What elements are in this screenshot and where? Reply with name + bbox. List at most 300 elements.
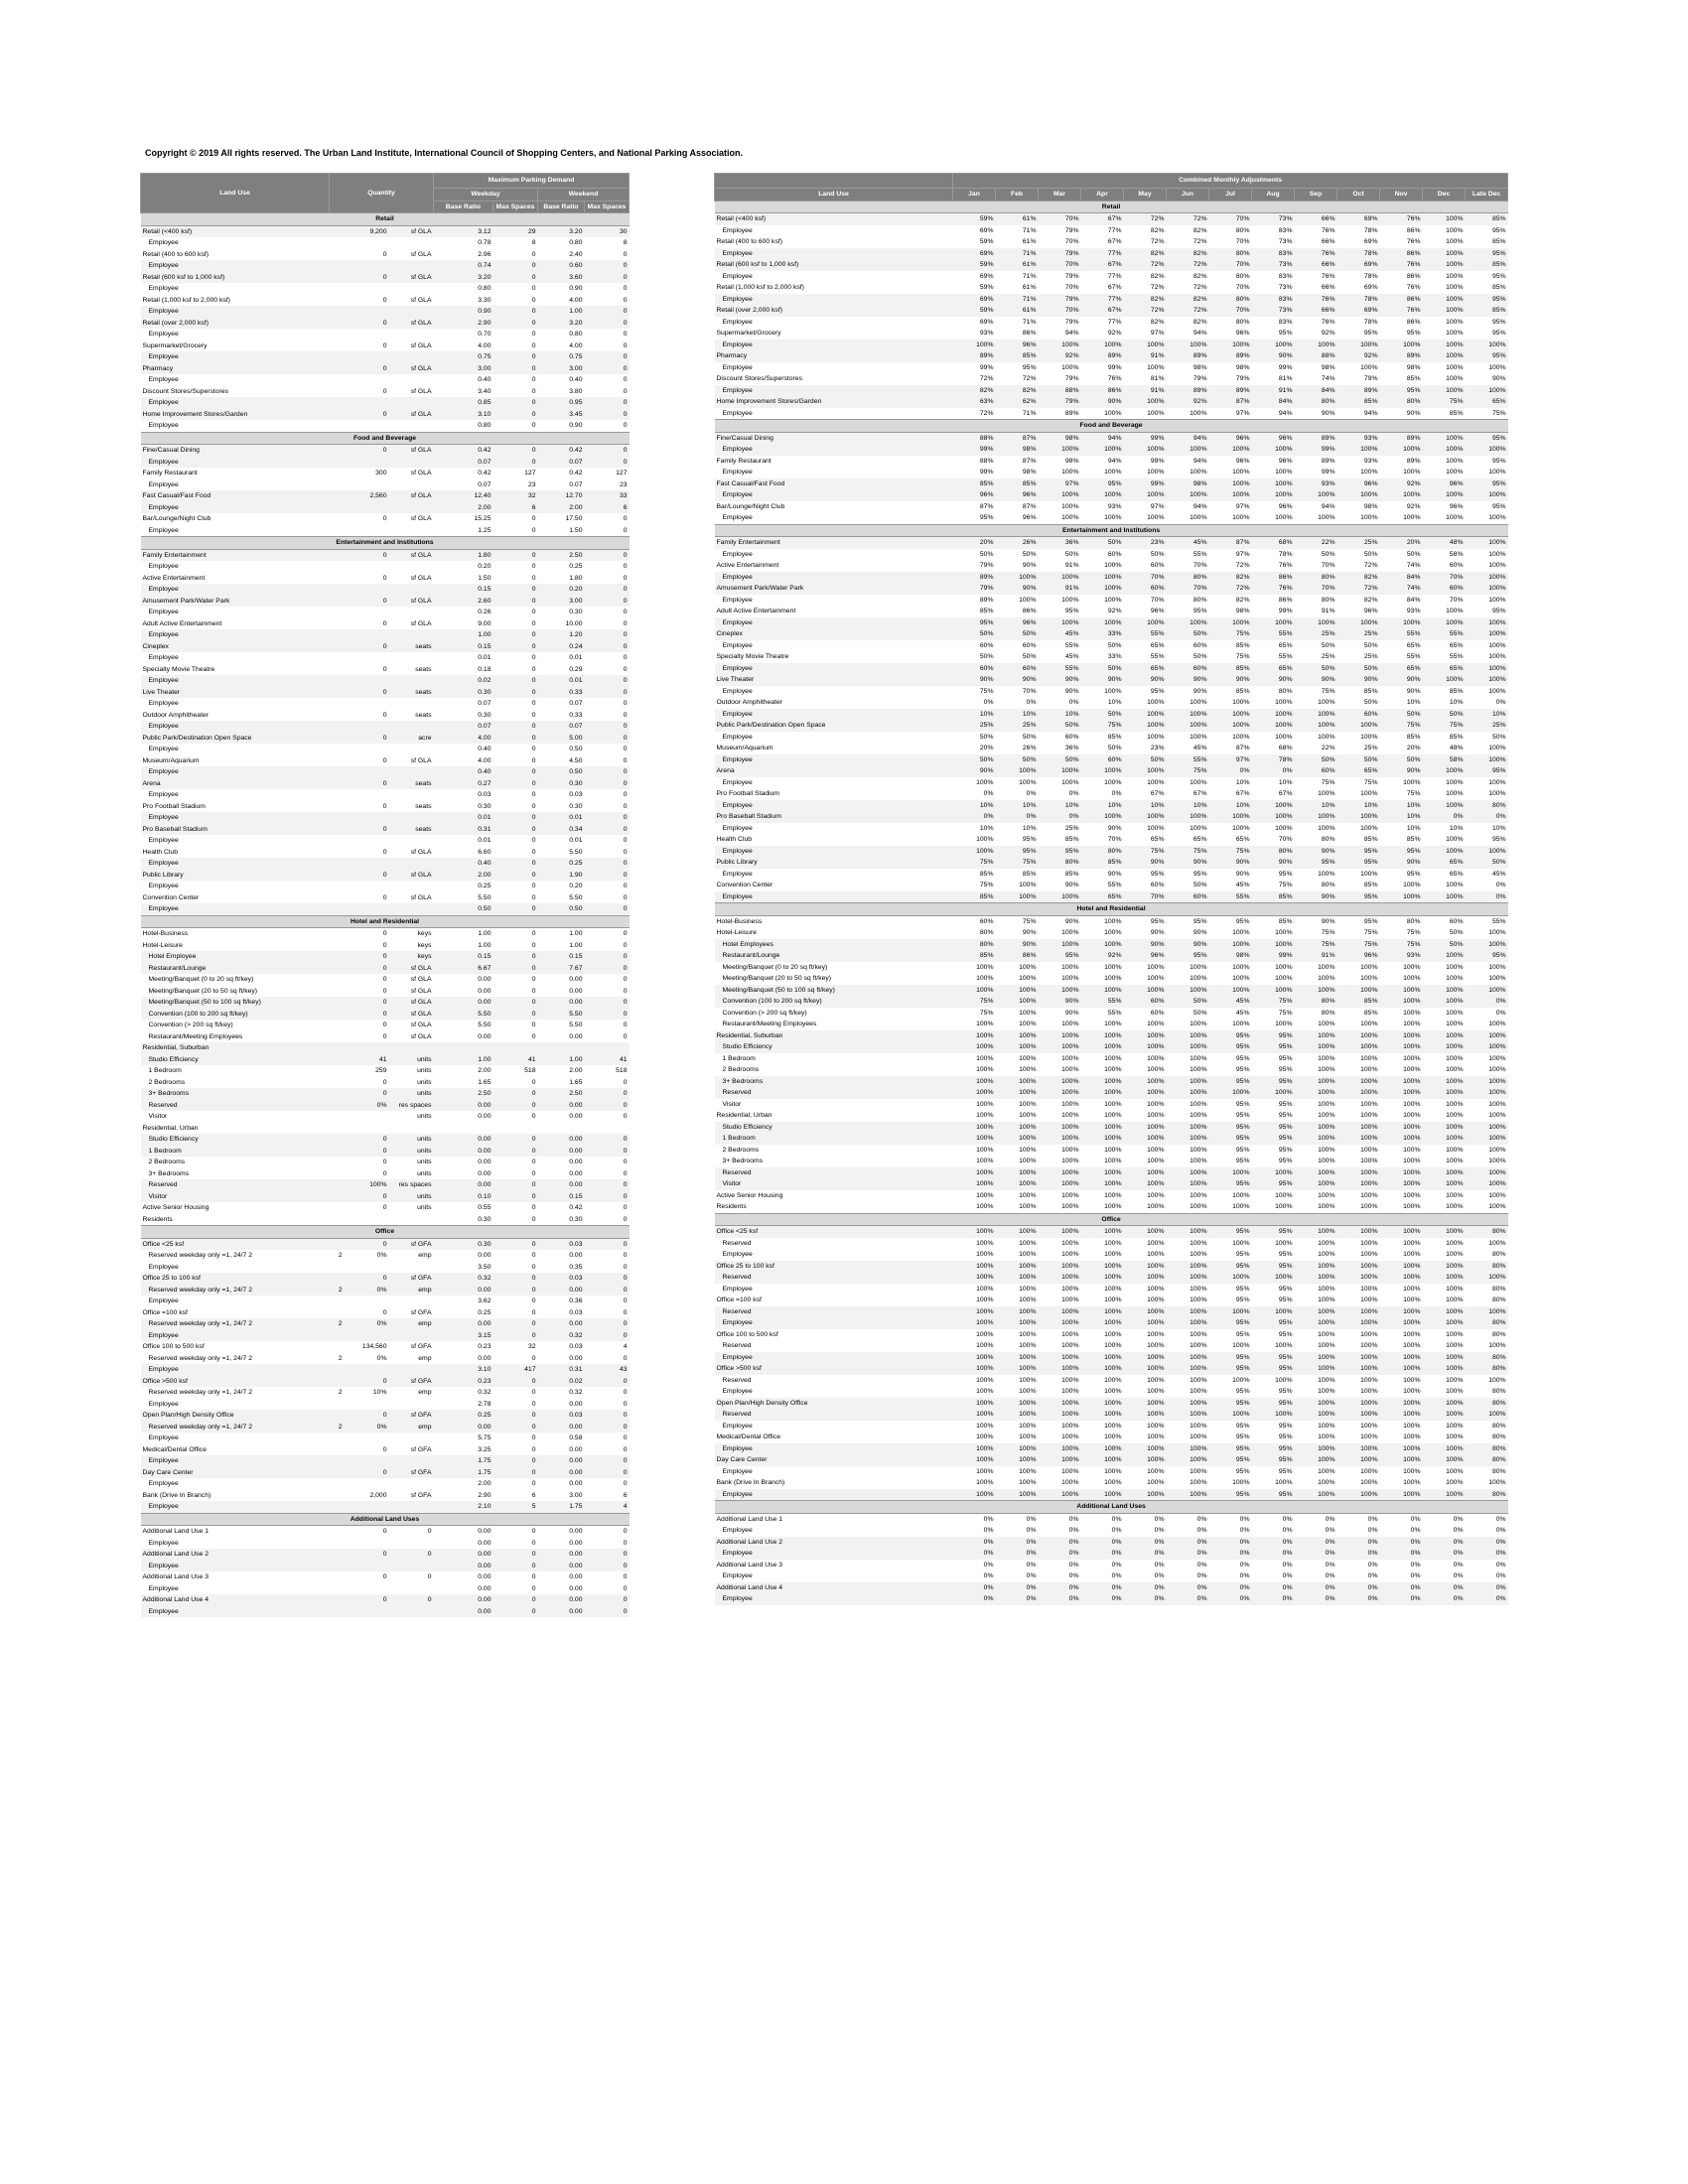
quantity-value: 0 — [345, 951, 389, 963]
weekday-max-spaces: 0 — [493, 1179, 538, 1191]
monthly-adjustment-value: 100% — [1337, 1272, 1380, 1284]
monthly-adjustment-value: 95% — [1235, 1066, 1250, 1073]
monthly-adjustment-value: 100% — [1466, 537, 1508, 549]
monthly-adjustment-value: 90% — [1380, 674, 1423, 686]
monthly-adjustment-value: 100% — [1423, 489, 1466, 501]
monthly-adjustment-value: 89% — [979, 596, 994, 604]
weekday-max-spaces: 0 — [531, 1215, 536, 1223]
weekday-max-spaces: 0 — [531, 515, 536, 522]
quantity-unit: seats — [415, 665, 432, 673]
monthly-adjustment-value: 50% — [979, 653, 994, 660]
weekend-base-ratio: 0.50 — [538, 766, 585, 778]
monthly-adjustment-value: 70% — [1321, 562, 1336, 569]
weekday-base-ratio: 0.25 — [434, 1410, 493, 1422]
table-row — [141, 561, 674, 573]
monthly-adjustment-value: 74% — [1380, 583, 1423, 595]
monthly-adjustment-value: 95% — [1252, 1454, 1295, 1466]
monthly-adjustment-value: 0% — [1337, 1593, 1380, 1605]
weekend-base-ratio: 0.33 — [569, 711, 583, 719]
monthly-adjustment-value: 89% — [1295, 432, 1337, 444]
monthly-adjustment-value: 100% — [1275, 1239, 1293, 1247]
quantity-value: 300 — [375, 470, 387, 477]
monthly-adjustment-value: 100% — [1488, 1239, 1506, 1247]
weekend-max-spaces: 0 — [623, 422, 628, 429]
land-use-name: Employee — [148, 422, 179, 429]
table-row — [141, 698, 674, 710]
monthly-adjustment-value: 0% — [1111, 1527, 1122, 1534]
monthly-adjustment-value: 100% — [996, 1030, 1039, 1042]
quantity-value — [345, 502, 389, 514]
weekend-base-ratio: 3.00 — [538, 596, 585, 608]
table-row — [141, 1214, 674, 1226]
monthly-adjustment-value: 25% — [1466, 720, 1508, 732]
weekday-base-ratio: 4.00 — [478, 756, 492, 764]
monthly-adjustment-value: 100% — [1061, 1285, 1079, 1293]
monthly-adjustment-value: 89% — [1167, 350, 1209, 362]
weekend-base-ratio: 0.00 — [538, 1146, 585, 1158]
monthly-adjustment-value: 100% — [1081, 583, 1124, 595]
monthly-adjustment-value: 100% — [1360, 790, 1378, 797]
monthly-adjustment-value: 80% — [953, 939, 996, 951]
monthly-adjustment-value: 100% — [1190, 1239, 1207, 1247]
table-row — [141, 318, 674, 330]
monthly-adjustment-value: 95% — [1491, 502, 1506, 510]
monthly-adjustment-value: 100% — [1039, 1133, 1081, 1145]
monthly-adjustment-value: 65% — [1150, 641, 1165, 649]
monthly-adjustment-value: 79% — [979, 562, 994, 569]
monthly-adjustment-value: 71% — [996, 248, 1039, 260]
weekend-base-ratio: 0.75 — [538, 351, 585, 363]
monthly-adjustment-value: 100% — [1124, 1306, 1167, 1318]
weekday-max-spaces: 0 — [493, 1376, 538, 1388]
monthly-adjustment-value: 100% — [1380, 617, 1423, 629]
monthly-adjustment-value: 100% — [1403, 1112, 1421, 1119]
weekday-base-ratio: 1.75 — [434, 1467, 493, 1479]
land-use-name: 2 Bedrooms — [148, 1078, 186, 1086]
weekend-base-ratio: 0.00 — [538, 1606, 585, 1618]
monthly-adjustment-value: 80% — [1491, 1388, 1506, 1395]
monthly-adjustment-value: 100% — [1446, 284, 1464, 291]
weekend-base-ratio: 0.00 — [569, 976, 583, 983]
monthly-adjustment-value: 100% — [1081, 1087, 1124, 1099]
monthly-adjustment-value: 100% — [1252, 1167, 1295, 1179]
monthly-adjustment-value: 100% — [1380, 1122, 1423, 1134]
quantity-unit — [389, 1433, 434, 1444]
monthly-adjustment-value: 90% — [1252, 350, 1295, 362]
weekday-max-spaces: 0 — [531, 1297, 536, 1304]
monthly-adjustment-value: 100% — [996, 1306, 1039, 1318]
land-use-name: Active Senior Housing — [716, 1191, 783, 1199]
weekday-max-spaces: 0 — [493, 549, 538, 561]
monthly-adjustment-value: 92% — [1406, 502, 1421, 510]
table-row — [715, 915, 1508, 927]
monthly-adjustment-value: 92% — [1107, 608, 1122, 614]
monthly-adjustment-value: 77% — [1107, 318, 1122, 326]
monthly-adjustment-value: 82% — [1150, 318, 1165, 326]
monthly-adjustment-value: 100% — [1124, 1489, 1167, 1501]
monthly-adjustment-value: 100% — [1337, 1076, 1380, 1088]
monthly-adjustment-value: 100% — [1275, 733, 1293, 741]
weekday-base-ratio: 1.00 — [478, 941, 492, 949]
monthly-adjustment-value: 0% — [1026, 1561, 1037, 1569]
quantity-value: 0 — [345, 1146, 389, 1158]
monthly-adjustment-value: 91% — [1039, 583, 1081, 595]
monthly-adjustment-value: 100% — [1061, 975, 1079, 982]
monthly-adjustment-value: 100% — [1337, 720, 1380, 732]
quantity-value: 0 — [345, 687, 389, 699]
monthly-adjustment-value: 25% — [1321, 653, 1336, 660]
quantity-unit — [389, 766, 434, 778]
monthly-adjustment-value: 85% — [953, 891, 996, 903]
quantity-unit — [389, 1262, 434, 1274]
monthly-adjustment-value: 100% — [1380, 1076, 1423, 1088]
monthly-adjustment-value: 90% — [1022, 562, 1037, 569]
monthly-adjustment-value: 100% — [1167, 1489, 1209, 1501]
monthly-adjustment-value: 100% — [1403, 1251, 1421, 1258]
monthly-adjustment-value: 100% — [1318, 1021, 1336, 1027]
quantity-unit: sf GFA — [389, 1273, 434, 1285]
quantity-value: 0 — [382, 1169, 387, 1177]
quantity-value — [345, 1296, 389, 1307]
weekday-base-ratio: 4.00 — [478, 341, 492, 349]
monthly-adjustment-value: 100% — [996, 1076, 1039, 1088]
monthly-adjustment-value: 85% — [1466, 213, 1508, 225]
quantity-unit: acre — [389, 733, 434, 745]
weekday-base-ratio: 0.15 — [434, 641, 493, 653]
quantity-value: 0% — [345, 1100, 389, 1112]
quantity-value: 0 — [345, 1134, 389, 1146]
weekend-base-ratio: 3.00 — [538, 363, 585, 375]
reserved-mode — [330, 1100, 345, 1112]
section-header-row — [141, 213, 674, 226]
monthly-adjustment-value: 100% — [1466, 617, 1508, 629]
table-row — [141, 858, 674, 870]
weekday-base-ratio: 0.15 — [434, 584, 493, 596]
weekend-max-spaces: 0 — [623, 1204, 628, 1211]
monthly-adjustment-value: 100% — [1104, 1100, 1122, 1108]
monthly-adjustment-value: 100% — [1190, 1066, 1207, 1073]
land-use-name: Employee — [141, 351, 330, 363]
monthly-adjustment-value: 100% — [1423, 1226, 1466, 1238]
weekday-base-ratio: 0.40 — [478, 746, 492, 752]
monthly-adjustment-value: 100% — [1147, 1021, 1165, 1027]
monthly-adjustment-value: 65% — [1337, 765, 1380, 777]
quantity-value: 0 — [345, 1376, 389, 1388]
monthly-adjustment-value: 100% — [996, 1454, 1039, 1466]
monthly-adjustment-value: 100% — [1039, 1306, 1081, 1318]
monthly-adjustment-value: 0% — [1495, 699, 1506, 706]
reserved-mode — [330, 1455, 345, 1467]
land-use-name: Employee — [722, 824, 753, 832]
monthly-adjustment-value: 100% — [1488, 1479, 1506, 1486]
table-row — [141, 1238, 674, 1250]
header-weekday-base-ratio: Base Ratio — [434, 201, 493, 213]
monthly-adjustment-value: 0% — [1068, 1572, 1079, 1579]
monthly-adjustment-value: 100% — [1147, 699, 1165, 706]
monthly-adjustment-value: 0% — [1466, 1593, 1508, 1605]
monthly-adjustment-value: 100% — [1019, 1388, 1037, 1395]
land-use-name: Employee — [141, 457, 330, 469]
monthly-adjustment-value: 100% — [976, 1297, 994, 1303]
table-row — [141, 1318, 674, 1330]
land-use-name: Convention Center — [716, 882, 774, 888]
table-row — [141, 652, 674, 664]
monthly-adjustment-value: 95% — [1209, 1122, 1252, 1134]
monthly-adjustment-value: 66% — [1321, 284, 1336, 291]
monthly-adjustment-value: 95% — [1209, 1133, 1252, 1145]
quantity-value: 0 — [345, 1410, 389, 1422]
quantity-value: 0 — [382, 756, 387, 764]
quantity-unit — [389, 479, 434, 491]
header-month: Jan — [953, 189, 996, 202]
monthly-adjustment-value: 100% — [1124, 985, 1167, 997]
monthly-adjustment-value: 100% — [1019, 596, 1037, 604]
monthly-adjustment-value: 100% — [1190, 1191, 1207, 1199]
monthly-adjustment-value: 98% — [1406, 363, 1421, 371]
weekday-base-ratio: 0.00 — [478, 976, 492, 983]
table-row — [715, 709, 1508, 721]
table-row — [715, 1030, 1508, 1042]
monthly-adjustment-value: 95% — [1252, 1443, 1295, 1455]
quantity-value: 0 — [382, 802, 387, 810]
quantity-unit: sf GLA — [410, 756, 432, 764]
monthly-adjustment-value: 95% — [1491, 836, 1506, 843]
quantity-value — [345, 1042, 389, 1054]
monthly-adjustment-value: 95% — [1150, 687, 1165, 695]
quantity-value — [345, 525, 389, 537]
quantity-value: 0 — [345, 997, 389, 1009]
monthly-adjustment-value: 100% — [1124, 1409, 1167, 1421]
monthly-adjustment-value: 100% — [1403, 1100, 1421, 1108]
monthly-adjustment-value: 100% — [1446, 1191, 1464, 1199]
monthly-adjustment-value: 100% — [1039, 939, 1081, 951]
monthly-adjustment-value: 100% — [1190, 1297, 1207, 1303]
monthly-adjustment-value: 100% — [996, 1261, 1039, 1273]
monthly-adjustment-value: 95% — [1064, 608, 1079, 614]
weekday-max-spaces: 0 — [493, 1422, 538, 1433]
monthly-adjustment-value: 10% — [1337, 800, 1380, 812]
monthly-adjustment-value: 83% — [1278, 272, 1293, 280]
weekday-base-ratio: 0.00 — [434, 1179, 493, 1191]
monthly-adjustment-value: 50% — [1022, 653, 1037, 660]
monthly-adjustment-value: 67% — [1081, 213, 1124, 225]
monthly-adjustment-value: 100% — [1403, 1422, 1421, 1430]
land-use-name: Additional Land Use 1 — [716, 1515, 783, 1523]
monthly-adjustment-value: 98% — [1235, 608, 1250, 614]
monthly-adjustment-value: 95% — [1081, 478, 1124, 490]
land-use-name: Employee — [148, 1400, 179, 1408]
monthly-adjustment-value: 60% — [1107, 550, 1122, 558]
monthly-adjustment-value: 100% — [1019, 963, 1037, 971]
quantity-unit: sf GLA — [389, 870, 434, 882]
monthly-adjustment-value: 96% — [996, 489, 1039, 501]
monthly-adjustment-value: 100% — [1232, 1191, 1250, 1199]
monthly-adjustment-value: 100% — [1124, 709, 1167, 721]
monthly-adjustment-value: 100% — [1466, 340, 1508, 351]
quantity-value: 0 — [382, 1159, 387, 1165]
land-use-name: Additional Land Use 1 — [142, 1528, 210, 1535]
table-row — [715, 606, 1508, 617]
land-use-name: Hotel-Business — [716, 917, 763, 925]
monthly-adjustment-value: 100% — [1466, 985, 1508, 997]
weekday-max-spaces: 0 — [493, 1285, 538, 1297]
reserved-mode — [330, 341, 345, 352]
monthly-adjustment-value: 100% — [996, 1409, 1039, 1421]
monthly-adjustment-value: 100% — [1446, 375, 1464, 382]
quantity-unit — [389, 1478, 434, 1490]
monthly-adjustment-value: 0% — [1252, 1593, 1295, 1605]
land-use-name: Additional Land Use 4 — [715, 1582, 953, 1594]
monthly-adjustment-value: 50% — [1380, 754, 1423, 766]
monthly-adjustment-value: 60% — [1150, 562, 1165, 569]
monthly-adjustment-value: 100% — [1104, 1285, 1122, 1293]
quantity-value — [345, 1455, 389, 1467]
monthly-adjustment-value: 94% — [1278, 409, 1293, 417]
quantity-value: 0 — [382, 1445, 387, 1453]
monthly-adjustment-value: 79% — [1193, 375, 1207, 382]
monthly-adjustment-value: 81% — [1150, 375, 1165, 382]
reserved-mode — [330, 1202, 345, 1214]
monthly-adjustment-value: 100% — [1337, 444, 1380, 456]
monthly-adjustment-value: 100% — [1337, 1409, 1380, 1421]
monthly-adjustment-value: 82% — [1363, 596, 1378, 604]
reserved-mode: 2 — [330, 1422, 345, 1433]
weekend-base-ratio: 17.50 — [565, 515, 583, 522]
table-row — [715, 282, 1508, 294]
table-row — [141, 1088, 674, 1100]
reserved-mode — [330, 1134, 345, 1146]
land-use-name: Meeting/Banquet (20 to 50 sq ft/key) — [148, 987, 258, 995]
monthly-adjustment-value: 60% — [1193, 641, 1207, 649]
quantity-unit: keys — [417, 930, 432, 937]
monthly-adjustment-value: 100% — [1360, 363, 1378, 371]
monthly-adjustment-value: 100% — [1190, 1388, 1207, 1395]
monthly-adjustment-value: 50% — [1363, 641, 1378, 649]
quantity-value — [345, 1111, 389, 1123]
monthly-adjustment-value: 100% — [1190, 963, 1207, 971]
monthly-adjustment-value: 75% — [1406, 790, 1421, 797]
monthly-adjustment-value: 70% — [1193, 562, 1207, 569]
monthly-adjustment-value: 94% — [1107, 457, 1122, 465]
monthly-adjustment-value: 100% — [1295, 1454, 1337, 1466]
monthly-adjustment-value: 100% — [1318, 1158, 1336, 1164]
land-use-name: Employee — [148, 837, 179, 844]
weekend-max-spaces: 0 — [623, 1113, 628, 1120]
weekend-max-spaces: 0 — [585, 1179, 630, 1191]
monthly-adjustment-value: 85% — [1363, 1009, 1378, 1017]
monthly-adjustment-value: 36% — [1039, 537, 1081, 549]
monthly-adjustment-value: 100% — [953, 1454, 996, 1466]
table-row — [715, 985, 1508, 997]
weekday-base-ratio: 0.00 — [434, 1606, 493, 1618]
monthly-adjustment-value: 71% — [1022, 409, 1037, 417]
land-use-name: Pro Football Stadium — [142, 802, 206, 810]
monthly-adjustment-value: 87% — [1209, 396, 1252, 408]
land-use-name: Active Entertainment — [716, 562, 779, 569]
monthly-adjustment-value: 100% — [1295, 1133, 1337, 1145]
monthly-adjustment-value: 67% — [1150, 790, 1165, 797]
weekday-base-ratio: 5.50 — [478, 1022, 492, 1028]
monthly-adjustment-value: 22% — [1321, 745, 1336, 751]
weekend-max-spaces: 0 — [623, 1215, 628, 1223]
land-use-name: 1 Bedroom — [722, 1054, 756, 1062]
land-use-name: Reserved weekday only =1, 24/7 2 — [141, 1318, 330, 1330]
monthly-adjustment-value: 96% — [1235, 457, 1250, 465]
table-row — [715, 1019, 1508, 1030]
table-row — [715, 1409, 1508, 1421]
monthly-adjustment-value: 100% — [1275, 469, 1293, 476]
monthly-adjustment-value: 100% — [1360, 1251, 1378, 1258]
reserved-mode — [330, 1399, 345, 1411]
weekend-base-ratio: 0.00 — [569, 1400, 583, 1408]
weekend-base-ratio: 0.42 — [569, 470, 583, 477]
monthly-adjustment-value: 75% — [1321, 687, 1336, 695]
monthly-adjustment-value: 87% — [1022, 502, 1037, 510]
monthly-adjustment-value: 90% — [1167, 857, 1209, 869]
monthly-adjustment-value: 100% — [1466, 1076, 1508, 1088]
quantity-value — [345, 306, 389, 318]
quantity-unit — [389, 698, 434, 710]
monthly-adjustment-value: 75% — [979, 1009, 994, 1017]
monthly-adjustment-value: 96% — [1363, 608, 1378, 614]
weekend-max-spaces: 518 — [616, 1067, 628, 1074]
table-row — [141, 812, 674, 824]
table-row — [715, 1156, 1508, 1167]
quantity-unit: sf GLA — [389, 363, 434, 375]
land-use-name: Employee — [722, 870, 753, 878]
quantity-unit — [389, 1606, 434, 1618]
monthly-adjustment-value: 100% — [1446, 514, 1464, 521]
monthly-adjustment-value: 100% — [1081, 939, 1124, 951]
quantity-value: 0% — [345, 1422, 389, 1433]
weekday-max-spaces: 0 — [493, 1191, 538, 1203]
table-row — [715, 225, 1508, 237]
monthly-adjustment-value: 100% — [1104, 562, 1122, 569]
table-row — [715, 1432, 1508, 1443]
monthly-adjustment-value: 100% — [1275, 929, 1293, 936]
reserved-mode — [330, 1179, 345, 1191]
monthly-adjustment-value: 80% — [1321, 596, 1336, 604]
monthly-adjustment-value: 80% — [1278, 687, 1293, 695]
quantity-value — [345, 1262, 389, 1274]
monthly-adjustment-value: 98% — [1321, 363, 1336, 371]
monthly-adjustment-value: 10% — [1235, 778, 1250, 786]
quantity-unit — [389, 260, 434, 272]
table-row — [141, 1501, 674, 1513]
land-use-name: Studio Efficiency — [715, 1041, 953, 1053]
monthly-adjustment-value: 10% — [1039, 800, 1081, 812]
weekday-base-ratio: 3.30 — [478, 296, 492, 304]
monthly-adjustment-value: 0% — [1196, 1527, 1207, 1534]
table-row — [141, 1538, 674, 1550]
weekend-base-ratio: 1.00 — [569, 941, 583, 949]
monthly-adjustment-value: 100% — [996, 1317, 1039, 1329]
monthly-adjustment-value: 100% — [1446, 1388, 1464, 1395]
table-row — [141, 710, 674, 722]
reserved-mode — [330, 951, 345, 963]
quantity-value — [345, 584, 389, 596]
weekend-max-spaces: 0 — [623, 296, 628, 304]
monthly-adjustment-value: 100% — [1423, 1261, 1466, 1273]
monthly-adjustment-value: 74% — [1321, 375, 1336, 382]
monthly-adjustment-value: 100% — [1337, 1041, 1380, 1053]
monthly-adjustment-value: 100% — [1252, 1272, 1295, 1284]
weekend-max-spaces: 0 — [623, 1539, 628, 1547]
monthly-adjustment-value: 100% — [1318, 1342, 1336, 1349]
land-use-name: Employee — [148, 331, 179, 338]
monthly-adjustment-value: 85% — [1449, 409, 1464, 417]
monthly-adjustment-value: 100% — [1209, 1272, 1252, 1284]
